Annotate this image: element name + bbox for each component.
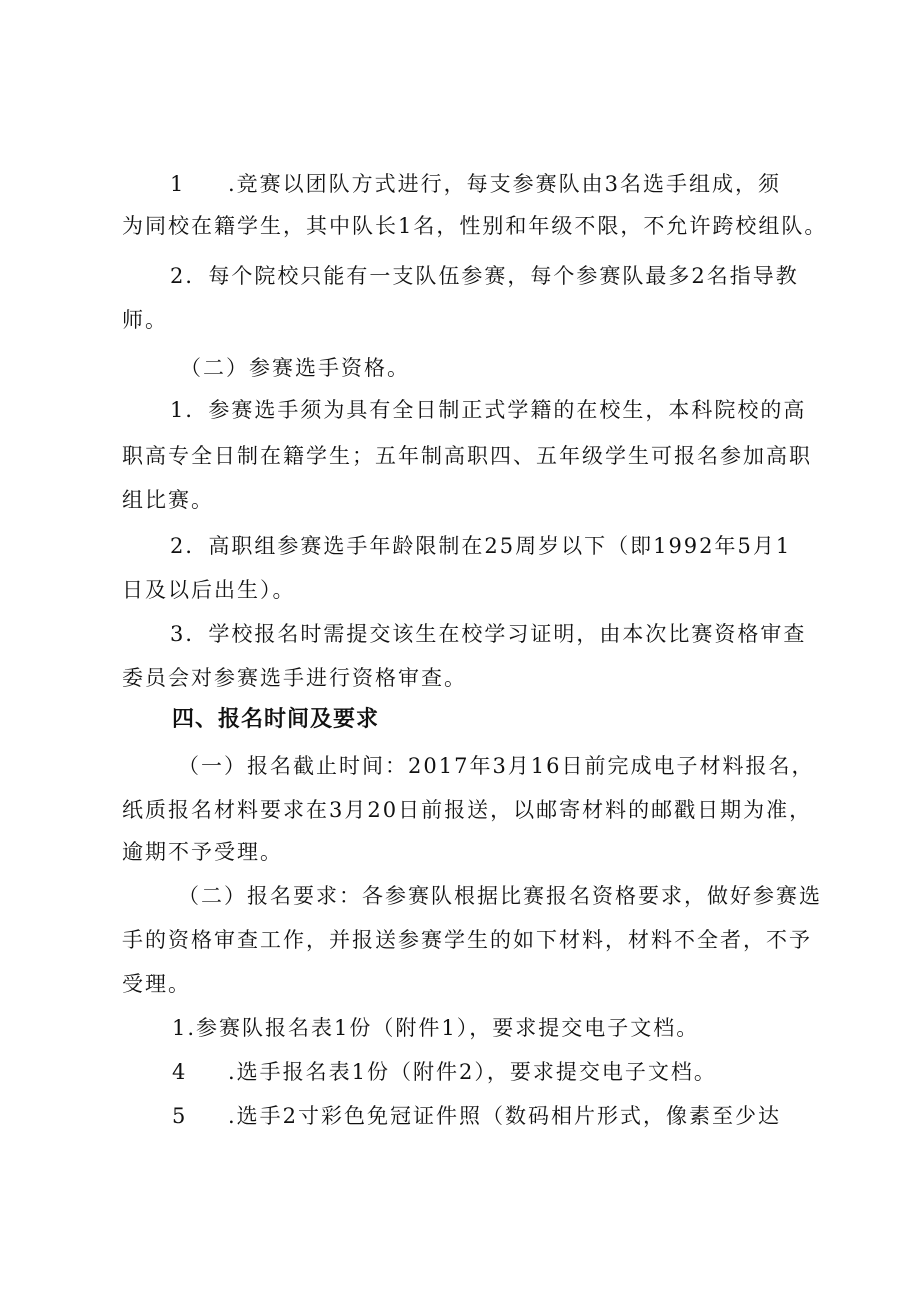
list-number: 1 [170,172,186,196]
paragraph-3-line-2: 职高专全日制在籍学生；五年制高职四、五年级学生可报名参加高职 [122,444,812,468]
paragraph-4-line-2: 日及以后出生）。 [122,578,296,602]
list-item-text: .选手报名表1份（附件2），要求提交电子文档。 [228,1060,717,1084]
paragraph-1-line-2: 为同校在籍学生，其中队长1名，性别和年级不限，不允许跨校组队。 [122,214,828,238]
paragraph-4-line-1: 2．高职组参赛选手年龄限制在25周岁以下（即1992年5月1 [170,534,792,558]
paragraph-7-line-2: 手的资格审查工作，并报送参赛学生的如下材料，材料不全者，不予 [122,928,812,952]
paragraph-2-line-2: 师。 [122,308,168,332]
paragraph-3-line-3: 组比赛。 [122,488,214,512]
paragraph-1-line-1 [170,170,781,198]
list-number: 4 [172,1060,188,1084]
section-title: （二）参赛选手资格。 [180,356,410,380]
section-heading-4: 四、报名时间及要求 [172,707,380,732]
paragraph-5-line-1: 3．学校报名时需提交该生在校学习证明，由本次比赛资格审查 [170,622,807,646]
paragraph-3-line-1: 1．参赛选手须为具有全日制正式学籍的在校生，本科院校的高 [170,398,807,422]
list-item-text: .选手2寸彩色免冠证件照（数码相片形式，像素至少达 [228,1104,782,1128]
list-number: 5 [172,1104,188,1128]
paragraph-6-line-2: 纸质报名材料要求在3月20日前报送，以邮寄材料的邮戳日期为准， [122,798,813,822]
list-item-4 [172,1058,717,1086]
list-item-1: 1.参赛队报名表1份（附件1），要求提交电子文档。 [172,1016,700,1040]
paragraph-7-line-1: （二）报名要求：各参赛队根据比赛报名资格要求，做好参赛选 [178,884,822,908]
paragraph-text: .竞赛以团队方式进行，每支参赛队由3名选手组成，须 [228,172,782,196]
paragraph-6-line-3: 逾期不予受理。 [122,840,283,864]
list-item-5 [172,1102,781,1130]
paragraph-5-line-2: 委员会对参赛选手进行资格审查。 [122,666,467,690]
paragraph-6-line-1: （一）报名截止时间：2017年3月16日前完成电子材料报名， [178,754,815,778]
paragraph-2-line-1: 2．每个院校只能有一支队伍参赛，每个参赛队最多2名指导教 [170,264,799,288]
paragraph-7-line-3: 受理。 [122,972,191,996]
